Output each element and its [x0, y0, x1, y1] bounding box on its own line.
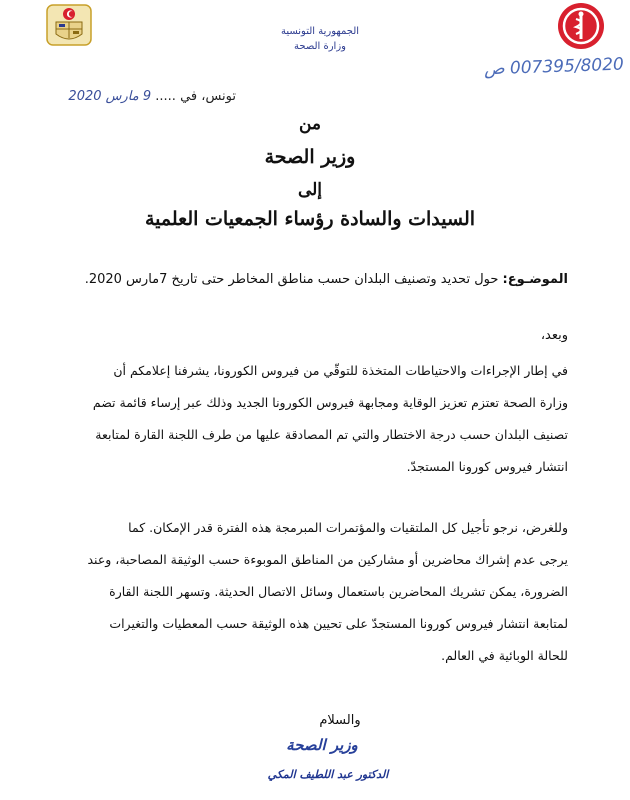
ministry-name: وزارة الصحة	[294, 41, 346, 52]
paragraph-line: للحالة الوبائية في العالم.	[441, 648, 568, 663]
paragraph-line: تصنيف البلدان حسب درجة الاختطار والتي تم المصادقة عليها من طرف اللجنة القارة لمتابعة	[95, 427, 568, 442]
ministry-health-logo-icon	[557, 2, 605, 50]
paragraph-line: الضرورة، يمكن تشريك المحاضرين باستعمال وسائل الاتصال الحديثة. وتسهر اللجنة القارة	[109, 584, 568, 599]
subject-text: حول تحديد وتصنيف البلدان حسب مناطق المخاطر حتى تاريخ 7مارس 2020.	[84, 272, 499, 287]
closing: والسلام	[319, 713, 361, 728]
date-handwritten: 9 مارس 2020	[68, 89, 152, 104]
body-paragraph-1	[58, 355, 568, 483]
body-paragraph-2	[58, 512, 568, 672]
greeting: وبعد،	[540, 328, 568, 343]
paragraph-line: في إطار الإجراءات والاحتياطات المتخذة للتوقّي من فيروس الكورونا، يشرفنا إعلامكم أن	[113, 363, 568, 378]
tunisia-coat-of-arms-icon	[46, 4, 92, 46]
subject-label: الموضـوع:	[502, 272, 568, 287]
address-to: إلى	[297, 180, 323, 200]
paragraph-line: وزارة الصحة تعتزم تعزيز الوقاية ومجابهة فيروس الكورونا الجديد وذلك عبر إرساء قائمة تضم	[92, 395, 568, 410]
date-prefix: تونس، في	[180, 89, 236, 104]
address-minister: وزير الصحة	[264, 146, 356, 168]
address-recipients: السيدات والسادة رؤساء الجمعيات العلمية	[144, 208, 476, 230]
ministry-header	[245, 24, 395, 54]
republic-name: الجمهورية التونسية	[280, 26, 360, 37]
signature-stamp-title: وزير الصحة	[286, 736, 358, 754]
paragraph-line: يرجى عدم إشراك محاضرين أو مشاركين من المناطق الموبوءة حسب الوثيقة المصاحبة، وعند	[87, 552, 568, 567]
reference-number: 007395/8020 ص	[483, 54, 625, 80]
paragraph-line: انتشار فيروس كورونا المستجدّ.	[406, 459, 568, 474]
date-line: تونس، في ..... 9 مارس 2020	[68, 89, 236, 104]
signer-name: الدكتور عبد اللطيف المكي	[267, 768, 389, 781]
address-from: من	[298, 114, 322, 134]
paragraph-line: وللغرض، نرجو تأجيل كل الملتقيات والمؤتمرات المبرمجة هذه الفترة قدر الإمكان. كما	[128, 520, 568, 535]
paragraph-line: لمتابعة انتشار فيروس كورونا المستجدّ على تحيين هذه الوثيقة حسب المعطيات والتغيرات	[109, 616, 568, 631]
subject-line	[68, 271, 568, 289]
